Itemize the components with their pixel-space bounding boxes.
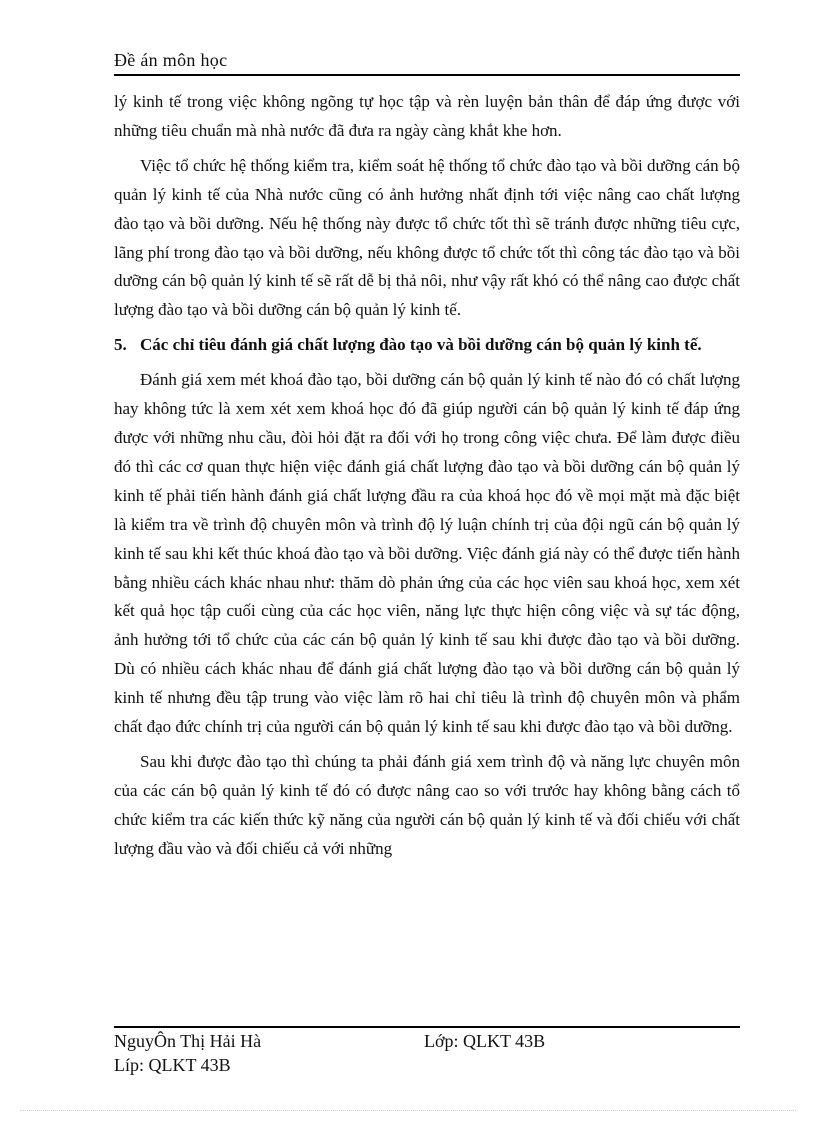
paragraph-continuation: lý kinh tế trong việc không ngõng tự học tập và rèn luyện bản thân để đáp ứng được với những tiêu chuẩn mà nhà nước đã đưa ra ngày càng khắt khe hơn. [114, 92, 740, 140]
document-body [114, 88, 740, 870]
footer-class-right: Lớp: QLKT 43B [424, 1031, 546, 1051]
section-number: 5. [114, 335, 127, 355]
paragraph-inspection-system: Việc tổ chức hệ thống kiểm tra, kiểm soát hệ thống tổ chức đào tạo và bồi dưỡng cán bộ quản lý kinh tế của Nhà nước cũng có ảnh hưởng nhất định tới việc nâng cao chất lượng đào tạo và bồi dưỡng. Nếu hệ thống này được tổ chức tốt thì sẽ tránh được những tiêu cực, lãng phí trong đào tạo và bồi dưỡng, nếu không được tổ chức tốt thì công tác đào tạo và bồi dưỡng cán bộ quản lý kinh tế sẽ rất dễ bị thả nôi, như vậy rất khó có thể nâng cao được chất lượng đào tạo và bồi dưỡng cán bộ quản lý kinh tế. [114, 155, 740, 320]
footer-divider [114, 1026, 740, 1028]
paragraph-after-training: Sau khi được đào tạo thì chúng ta phải đánh giá xem trình độ và năng lực chuyên môn của các cán bộ quản lý kinh tế đó có được nâng cao so với trước hay không bằng cách tổ chức kiểm tra các kiến thức kỹ năng của người cán bộ quản lý kinh tế và đối chiếu với chất lượng đầu vào và đối chiếu cả với những [114, 751, 740, 858]
footer-author: NguyÔn Thị Hải Hà [114, 1031, 262, 1051]
paragraph-evaluation: Đánh giá xem mét khoá đào tạo, bồi dưỡng cán bộ quản lý kinh tế nào đó có chất lượng hay không tức là xem xét xem khoá học đó đã giúp người cán bộ quản lý kinh tế đáp ứng được với những nhu cầu, đòi hỏi đặt ra đối với họ trong công việc chưa. Để làm được điều đó thì các cơ quan thực hiện việc đánh giá chất lượng đào tạo và bồi dưỡng cán bộ quản lý kinh tế phải tiến hành đánh giá chất lượng đầu ra của khoá học đó về mọi mặt mà đặc biệt là kiểm tra về trình độ chuyên môn và trình độ lý luận chính trị của đội ngũ cán bộ quản lý kinh tế sau khi kết thúc khoá đào tạo và bồi dưỡng. Việc đánh giá này có thể được tiến hành bằng nhiều cách khác nhau như: thăm dò phản ứng của các học viên sau khoá học, xem xét kết quả học tập cuối cùng của các học viên, năng lực thực hiện công việc và sự tác động, ảnh hưởng tới tổ chức của các cán bộ quản lý kinh tế sau khi được đào tạo và bồi dưỡng. Dù có nhiều cách khác nhau để đánh giá chất lượng đào tạo và bồi dưỡng cán bộ quản lý kinh tế nhưng đều tập trung vào việc làm rõ hai chỉ tiêu là trình độ chuyên môn và phẩm chất đạo đức chính trị của người cán bộ quản lý kinh tế sau khi được đào tạo và bồi dưỡng. [114, 370, 740, 737]
footer-class-left: Líp: QLKT 43B [114, 1055, 231, 1075]
page-header [114, 50, 740, 76]
page-header-title: Đề án môn học [114, 50, 228, 70]
section-heading [114, 331, 740, 360]
page-bottom-border [20, 1110, 796, 1111]
section-title: Các chỉ tiêu đánh giá chất lượng đào tạo và bồi dưỡng cán bộ quản lý kinh tế. [140, 335, 702, 355]
